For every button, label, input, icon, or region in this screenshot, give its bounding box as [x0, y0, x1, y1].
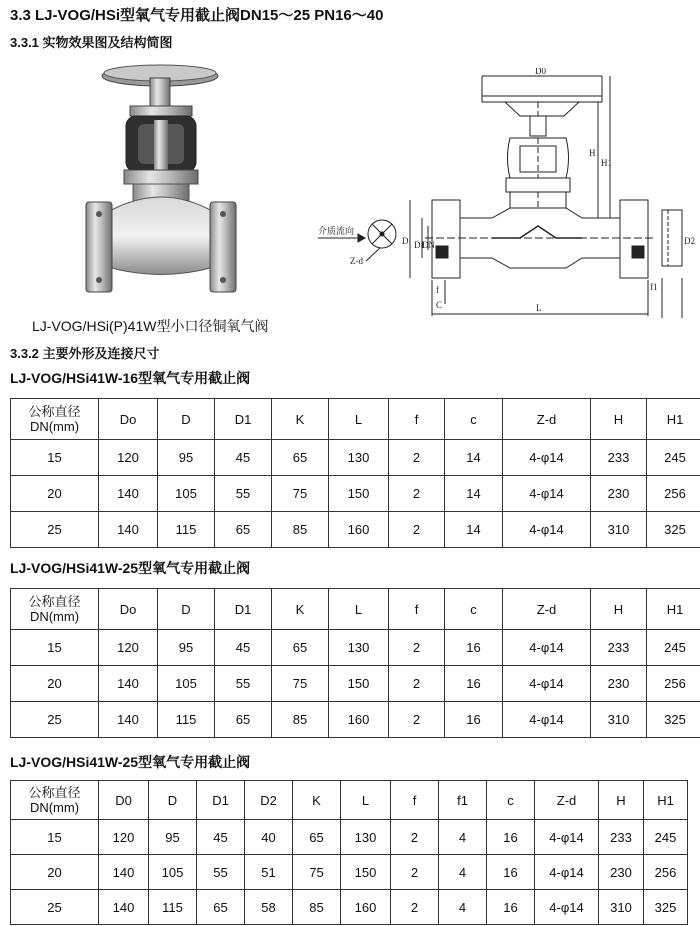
header-cell: H1	[647, 589, 700, 630]
page-title: 3.3 LJ-VOG/HSi型氧气专用截止阀DN15～25 PN16～40	[10, 7, 384, 24]
label-zd: Z-d	[350, 256, 363, 266]
header-cell: L	[341, 781, 391, 820]
table-cell: 65	[215, 512, 272, 548]
table-row	[11, 512, 700, 548]
header-cell: f1	[439, 781, 487, 820]
table-cell: 16	[487, 890, 535, 925]
dimension-table-16	[10, 398, 700, 548]
table-cell: 65	[272, 440, 329, 476]
table-cell: 130	[341, 820, 391, 855]
table-cell: 55	[215, 666, 272, 702]
table-cell: 150	[329, 476, 389, 512]
table-cell: 115	[158, 702, 215, 738]
header-cell-dn	[11, 589, 99, 630]
label-d: D	[402, 236, 409, 246]
header-cell: D	[158, 589, 215, 630]
table-body	[11, 781, 688, 925]
table-cell: 4	[439, 890, 487, 925]
table-cell: 14	[445, 512, 503, 548]
table-cell: 4-φ14	[503, 476, 591, 512]
header-cell: K	[293, 781, 341, 820]
table-cell: 4-φ14	[535, 820, 599, 855]
table-cell: 4-φ14	[503, 666, 591, 702]
header-cell: D	[158, 399, 215, 440]
table-row	[11, 702, 700, 738]
table-header-row	[11, 399, 700, 440]
header-cell: K	[272, 399, 329, 440]
header-cell: Z-d	[535, 781, 599, 820]
label-f1: f1	[650, 282, 658, 292]
table-cell: 325	[644, 890, 688, 925]
table-3-title: LJ-VOG/HSi41W-25型氧气专用截止阀	[10, 754, 251, 770]
table-row	[11, 855, 688, 890]
table-cell: 14	[445, 440, 503, 476]
header-cell: D1	[215, 589, 272, 630]
section-heading-photo: 3.3.1 实物效果图及结构简图	[10, 35, 173, 50]
table-cell: 256	[647, 666, 700, 702]
table-cell: 150	[341, 855, 391, 890]
table-cell: 130	[329, 630, 389, 666]
table-header-row	[11, 589, 700, 630]
table-cell: 4-φ14	[503, 512, 591, 548]
header-dn-line1: 公称直径	[28, 594, 81, 609]
table-cell: 85	[272, 512, 329, 548]
table-cell: 55	[215, 476, 272, 512]
table-row	[11, 890, 688, 925]
table-cell: 16	[445, 702, 503, 738]
table-cell: 233	[599, 820, 644, 855]
dimension-table-25-flanged	[10, 780, 688, 925]
header-dn-line1: 公称直径	[28, 404, 81, 419]
table-cell: 75	[272, 476, 329, 512]
table-cell: 120	[99, 630, 158, 666]
header-dn-line2: DN(mm)	[29, 419, 80, 434]
table-cell: 2	[389, 666, 445, 702]
table-cell: 4-φ14	[503, 630, 591, 666]
table-cell: 25	[11, 512, 99, 548]
table-2-title: LJ-VOG/HSi41W-25型氧气专用截止阀	[10, 560, 251, 576]
table-cell: 45	[197, 820, 245, 855]
table-cell: 140	[99, 666, 158, 702]
table-cell: 325	[647, 702, 700, 738]
table-cell: 120	[99, 820, 149, 855]
table-cell: 55	[197, 855, 245, 890]
label-dn: DN	[422, 240, 435, 250]
table-cell: 310	[591, 702, 647, 738]
label-d1: D1	[414, 240, 425, 250]
label-l: L	[536, 303, 542, 313]
header-cell: D0	[99, 781, 149, 820]
table-cell: 4-φ14	[503, 702, 591, 738]
table-header-row	[11, 781, 688, 820]
header-cell: Z-d	[503, 399, 591, 440]
table-cell: 14	[445, 476, 503, 512]
header-cell: c	[445, 589, 503, 630]
table-cell: 85	[272, 702, 329, 738]
table-cell: 256	[644, 855, 688, 890]
table-cell: 15	[11, 440, 99, 476]
table-cell: 2	[389, 512, 445, 548]
table-cell: 245	[647, 630, 700, 666]
table-cell: 2	[389, 630, 445, 666]
header-cell: D1	[197, 781, 245, 820]
header-dn-line2: DN(mm)	[29, 609, 80, 624]
table-cell: 20	[11, 666, 99, 702]
table-cell: 4	[439, 820, 487, 855]
table-cell: 25	[11, 702, 99, 738]
header-cell: H	[599, 781, 644, 820]
table-cell: 160	[329, 702, 389, 738]
header-cell: H1	[644, 781, 688, 820]
table-cell: 95	[149, 820, 197, 855]
table-cell: 105	[158, 666, 215, 702]
dimension-table-25	[10, 588, 700, 738]
table-cell: 140	[99, 702, 158, 738]
table-row	[11, 666, 700, 702]
table-cell: 16	[445, 666, 503, 702]
table-cell: 256	[647, 476, 700, 512]
header-cell-dn	[11, 399, 99, 440]
table-cell: 130	[329, 440, 389, 476]
table-row	[11, 630, 700, 666]
header-cell: D	[149, 781, 197, 820]
table-cell: 140	[99, 855, 149, 890]
table-cell: 75	[293, 855, 341, 890]
table-cell: 4-φ14	[535, 890, 599, 925]
section-heading-dimensions: 3.3.2 主要外形及连接尺寸	[10, 346, 160, 361]
label-d2: D2	[684, 236, 695, 246]
table-cell: 2	[391, 890, 439, 925]
table-cell: 45	[215, 630, 272, 666]
table-cell: 310	[599, 890, 644, 925]
header-cell: f	[389, 399, 445, 440]
label-medium-flow: 介质流向	[318, 226, 355, 236]
table-cell: 140	[99, 890, 149, 925]
table-cell: 2	[391, 820, 439, 855]
table-cell: 2	[389, 476, 445, 512]
label-h: H	[589, 148, 596, 158]
table-row	[11, 820, 688, 855]
table-cell: 160	[329, 512, 389, 548]
table-cell: 95	[158, 440, 215, 476]
table-body	[11, 589, 700, 738]
table-cell: 140	[99, 512, 158, 548]
table-cell: 15	[11, 630, 99, 666]
header-cell: Do	[99, 399, 158, 440]
table-cell: 58	[245, 890, 293, 925]
table-cell: 75	[272, 666, 329, 702]
table-cell: 230	[591, 476, 647, 512]
table-cell: 45	[215, 440, 272, 476]
table-cell: 150	[329, 666, 389, 702]
header-cell: H1	[647, 399, 700, 440]
table-cell: 245	[647, 440, 700, 476]
table-cell: 233	[591, 630, 647, 666]
table-cell: 115	[149, 890, 197, 925]
table-cell: 230	[591, 666, 647, 702]
table-cell: 16	[445, 630, 503, 666]
table-cell: 20	[11, 855, 99, 890]
table-cell: 325	[647, 512, 700, 548]
header-cell: H	[591, 589, 647, 630]
header-cell-dn	[11, 781, 99, 820]
table-cell: 16	[487, 820, 535, 855]
table-row	[11, 440, 700, 476]
table-cell: 15	[11, 820, 99, 855]
header-cell: D1	[215, 399, 272, 440]
table-cell: 120	[99, 440, 158, 476]
table-cell: 140	[99, 476, 158, 512]
table-cell: 245	[644, 820, 688, 855]
table-cell: 160	[341, 890, 391, 925]
table-cell: 65	[272, 630, 329, 666]
header-cell: H	[591, 399, 647, 440]
table-cell: 65	[293, 820, 341, 855]
table-cell: 2	[391, 855, 439, 890]
table-cell: 105	[149, 855, 197, 890]
header-cell: f	[391, 781, 439, 820]
header-cell: f	[389, 589, 445, 630]
table-row	[11, 476, 700, 512]
table-cell: 230	[599, 855, 644, 890]
table-cell: 85	[293, 890, 341, 925]
table-cell: 2	[389, 702, 445, 738]
table-cell: 51	[245, 855, 293, 890]
table-cell: 4-φ14	[503, 440, 591, 476]
table-cell: 65	[215, 702, 272, 738]
table-cell: 115	[158, 512, 215, 548]
table-cell: 20	[11, 476, 99, 512]
header-cell: D2	[245, 781, 293, 820]
label-c: C	[436, 300, 443, 310]
table-cell: 95	[158, 630, 215, 666]
header-cell: Z-d	[503, 589, 591, 630]
photo-caption: LJ-VOG/HSi(P)41W型小口径铜氧气阀	[32, 318, 269, 334]
table-body	[11, 399, 700, 548]
table-1-title: LJ-VOG/HSi41W-16型氧气专用截止阀	[10, 370, 251, 386]
header-dn-line2: DN(mm)	[29, 800, 80, 815]
header-cell: L	[329, 399, 389, 440]
table-cell: 25	[11, 890, 99, 925]
table-cell: 40	[245, 820, 293, 855]
header-cell: L	[329, 589, 389, 630]
label-f: f	[436, 285, 439, 295]
header-cell: c	[445, 399, 503, 440]
table-cell: 105	[158, 476, 215, 512]
header-dn-line1: 公称直径	[28, 785, 81, 800]
table-cell: 4-φ14	[535, 855, 599, 890]
table-cell: 16	[487, 855, 535, 890]
label-d0: D0	[535, 68, 546, 76]
valve-structure-drawing	[310, 68, 695, 323]
table-cell: 233	[591, 440, 647, 476]
header-cell: Do	[99, 589, 158, 630]
table-cell: 310	[591, 512, 647, 548]
table-cell: 4	[439, 855, 487, 890]
valve-photo	[78, 62, 250, 307]
header-cell: c	[487, 781, 535, 820]
label-h1: H1	[601, 158, 612, 168]
table-cell: 2	[389, 440, 445, 476]
table-cell: 65	[197, 890, 245, 925]
header-cell: K	[272, 589, 329, 630]
